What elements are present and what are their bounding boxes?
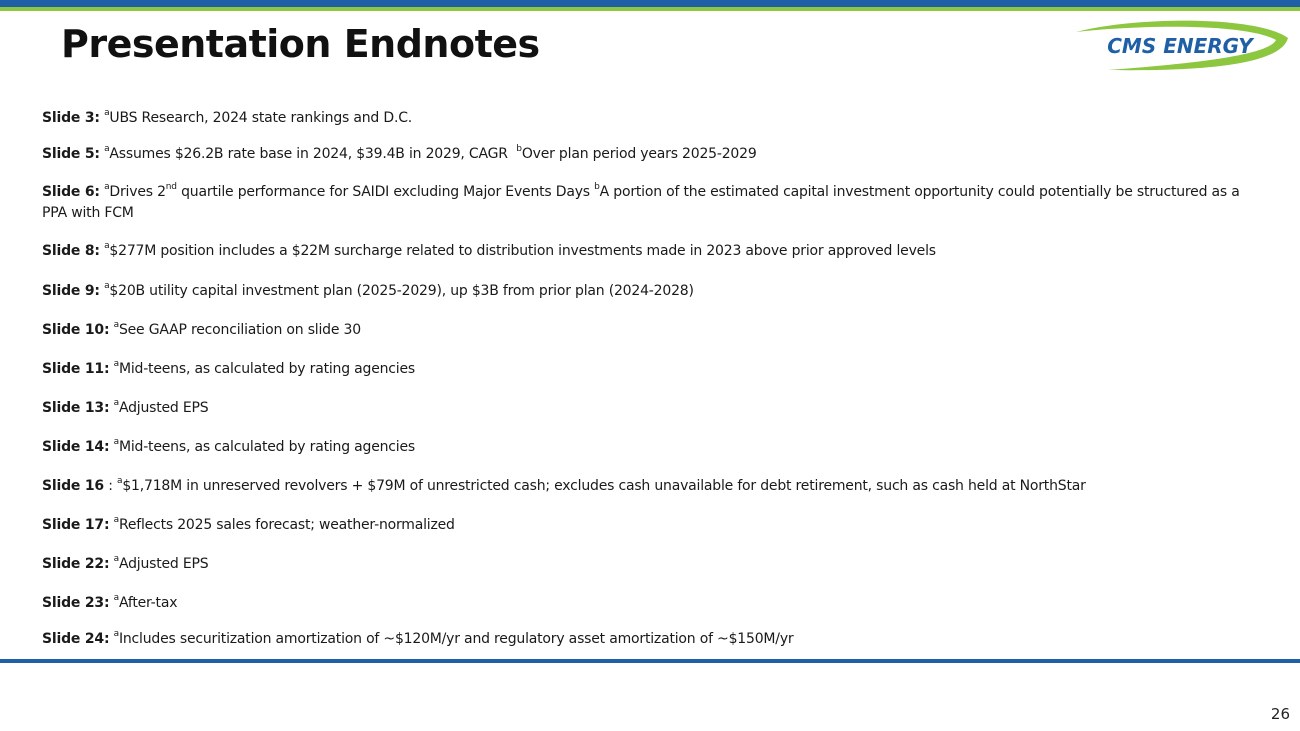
endnote-text: Drives 2 bbox=[109, 184, 166, 200]
endnote-text: Reflects 2025 sales forecast; weather-normalized bbox=[118, 517, 455, 533]
endnote-item bbox=[42, 320, 1267, 341]
endnote-text: $20B utility capital investment plan (2025-2029), up $3B from prior plan (2024-2028) bbox=[109, 283, 694, 299]
endnote-marker: a bbox=[117, 476, 123, 487]
endnote-text: See GAAP reconciliation on slide 30 bbox=[118, 322, 361, 338]
endnote-item bbox=[42, 241, 1267, 262]
endnote-marker: a bbox=[104, 108, 110, 119]
endnote-slide-label: Slide 3: bbox=[42, 110, 100, 126]
endnote-item bbox=[42, 281, 1267, 302]
endnote-marker: b bbox=[594, 182, 600, 193]
endnote-slide-label: Slide 8: bbox=[42, 243, 100, 259]
endnote-slide-label: Slide 14: bbox=[42, 439, 110, 455]
endnote-item bbox=[42, 593, 1267, 614]
endnote-slide-label: Slide 22: bbox=[42, 556, 110, 572]
endnote-slide-label: Slide 9: bbox=[42, 283, 100, 299]
endnote-marker: a bbox=[104, 144, 110, 155]
endnote-marker: a bbox=[104, 182, 110, 193]
endnote-text: UBS Research, 2024 state rankings and D.C. bbox=[109, 110, 413, 126]
endnote-marker: a bbox=[113, 359, 119, 370]
endnote-text: quartile performance for SAIDI excluding Major Events Days bbox=[176, 184, 595, 200]
endnote-marker: b bbox=[516, 144, 522, 155]
endnote-item bbox=[42, 398, 1267, 419]
endnote-marker: nd bbox=[165, 182, 177, 193]
endnote-text: $277M position includes a $22M surcharge related to distribution investments made in 2023 above prior approved levels bbox=[109, 243, 936, 259]
endnote-text: : bbox=[108, 478, 118, 494]
endnote-item bbox=[42, 629, 1267, 650]
endnote-marker: a bbox=[113, 398, 119, 409]
top-brand-bar-blue bbox=[0, 0, 1300, 7]
endnote-slide-label: Slide 23: bbox=[42, 595, 110, 611]
endnote-slide-label: Slide 6: bbox=[42, 184, 100, 200]
endnote-marker: a bbox=[104, 281, 110, 292]
cms-energy-logo bbox=[1068, 18, 1290, 74]
endnote-item bbox=[42, 182, 1267, 224]
endnote-marker: a bbox=[113, 515, 119, 526]
endnote-marker: a bbox=[113, 437, 119, 448]
endnote-slide-label: Slide 10: bbox=[42, 322, 110, 338]
endnote-text: $1,718M in unreserved revolvers + $79M of unrestricted cash; excludes cash unavailable for debt retirement, such as cash held at NorthStar bbox=[122, 478, 1086, 494]
page-title: Presentation Endnotes bbox=[61, 22, 540, 66]
endnote-text: A portion of the estimated capital investment opportunity could potentially be structured as a PPA with FCM bbox=[42, 184, 1244, 221]
page-number: 26 bbox=[1270, 705, 1290, 723]
endnote-text: Adjusted EPS bbox=[118, 556, 209, 572]
endnote-slide-label: Slide 11: bbox=[42, 361, 110, 377]
endnote-marker: a bbox=[113, 593, 119, 604]
endnote-item bbox=[42, 515, 1267, 536]
endnote-text: Includes securitization amortization of ~$120M/yr and regulatory asset amortization of ~$150M/yr bbox=[118, 631, 794, 647]
endnote-text: Over plan period years 2025-2029 bbox=[521, 146, 757, 162]
endnote-slide-label: Slide 24: bbox=[42, 631, 110, 647]
endnote-text: Mid-teens, as calculated by rating agencies bbox=[118, 439, 416, 455]
endnote-text: After-tax bbox=[118, 595, 178, 611]
endnote-slide-label: Slide 5: bbox=[42, 146, 100, 162]
endnote-slide-label: Slide 17: bbox=[42, 517, 110, 533]
endnote-marker: a bbox=[113, 320, 119, 331]
logo-text: CMS ENERGY bbox=[1107, 34, 1253, 58]
endnote-marker: a bbox=[104, 241, 110, 252]
endnote-item bbox=[42, 359, 1267, 380]
endnote-slide-label: Slide 16 bbox=[42, 478, 104, 494]
endnote-text: Assumes $26.2B rate base in 2024, $39.4B in 2029, CAGR bbox=[109, 146, 517, 162]
endnote-item bbox=[42, 554, 1267, 575]
endnote-item bbox=[42, 108, 1267, 129]
endnote-slide-label: Slide 13: bbox=[42, 400, 110, 416]
endnote-item bbox=[42, 437, 1267, 458]
endnote-marker: a bbox=[113, 629, 119, 640]
endnote-text: Adjusted EPS bbox=[118, 400, 209, 416]
footer-divider bbox=[0, 659, 1300, 663]
endnote-item bbox=[42, 476, 1267, 497]
endnote-marker: a bbox=[113, 554, 119, 565]
endnote-item bbox=[42, 144, 1267, 165]
top-brand-bar-green bbox=[0, 7, 1300, 11]
endnote-text: Mid-teens, as calculated by rating agencies bbox=[118, 361, 416, 377]
